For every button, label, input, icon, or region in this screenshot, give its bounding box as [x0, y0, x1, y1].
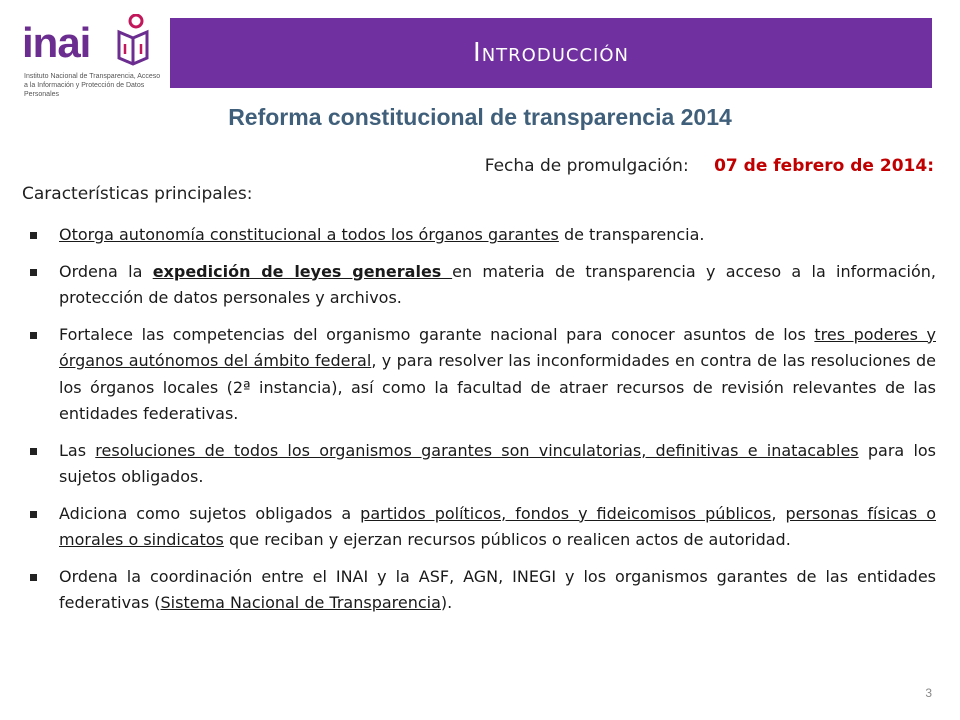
bullet-text: Ordena la	[59, 261, 153, 281]
logo-subtitle: Instituto Nacional de Transparencia, Acceso a la Información y Protección de Datos Personales	[24, 73, 161, 98]
underlined-text: resoluciones de todos los organismos garantes son vinculatorias, definitivas e inatacables	[95, 440, 859, 460]
inai-emblem-icon	[114, 14, 152, 66]
bullet-text: de transparencia.	[558, 225, 705, 244]
bullet-text: Las	[59, 440, 96, 460]
bullet-text: para los sujetos obligados.	[59, 440, 937, 486]
underlined-text: tres poderes y órganos autónomos del ámbito federal	[59, 324, 936, 370]
underlined-text: Sistema Nacional de Transparencia	[160, 593, 441, 612]
feature-bullet	[28, 322, 936, 428]
inai-logo	[22, 14, 172, 96]
bullet-text: en materia de transparencia y acceso a la información, protección de datos personales y archivos.	[59, 261, 937, 307]
feature-bullet	[28, 501, 936, 554]
promulgation-date-row	[485, 156, 934, 176]
feature-bullet	[28, 259, 936, 312]
underlined-text: Otorga autonomía constitucional a todos los órganos garantes	[59, 225, 559, 244]
bullet-text: Adiciona como sujetos obligados a	[59, 503, 361, 523]
bullet-text: Ordena la coordinación entre el INAI y la ASF, AGN, INEGI y los organismos garantes de las entidades federativas (	[59, 566, 936, 612]
bullet-text: ,	[771, 503, 786, 523]
feature-bullet	[28, 564, 936, 617]
underlined-text: expedición de leyes generales	[152, 261, 453, 281]
bullet-text: , y para resolver las inconformidades en contra de las resoluciones de los órganos locales (2ª instancia), así como la facultad de atraer recursos de revisión relevantes de las entidades federativas.	[59, 351, 937, 423]
bullet-text: que reciban y ejerzan recursos públicos o realicen actos de autoridad.	[223, 530, 791, 549]
header-bar	[170, 18, 932, 88]
logo-wordmark: inai	[22, 19, 91, 66]
page-title: Introducción	[473, 38, 629, 68]
slide-subtitle: Reforma constitucional de transparencia 2014	[228, 104, 732, 130]
promulgation-label: Fecha de promulgación:	[484, 156, 689, 176]
promulgation-date: 07 de febrero de 2014:	[714, 156, 934, 176]
features-heading: Características principales:	[22, 184, 253, 204]
feature-bullet	[28, 222, 936, 249]
underlined-text: partidos políticos, fondos y fideicomisos públicos	[360, 503, 772, 523]
bullet-text: ).	[440, 593, 453, 612]
feature-bullet	[28, 438, 936, 491]
bullet-text: Fortalece las competencias del organismo garante nacional para conocer asuntos de los	[59, 324, 815, 344]
features-list	[28, 222, 936, 627]
underlined-text: personas físicas o morales o sindicatos	[59, 503, 936, 549]
page-number: 3	[925, 686, 932, 700]
